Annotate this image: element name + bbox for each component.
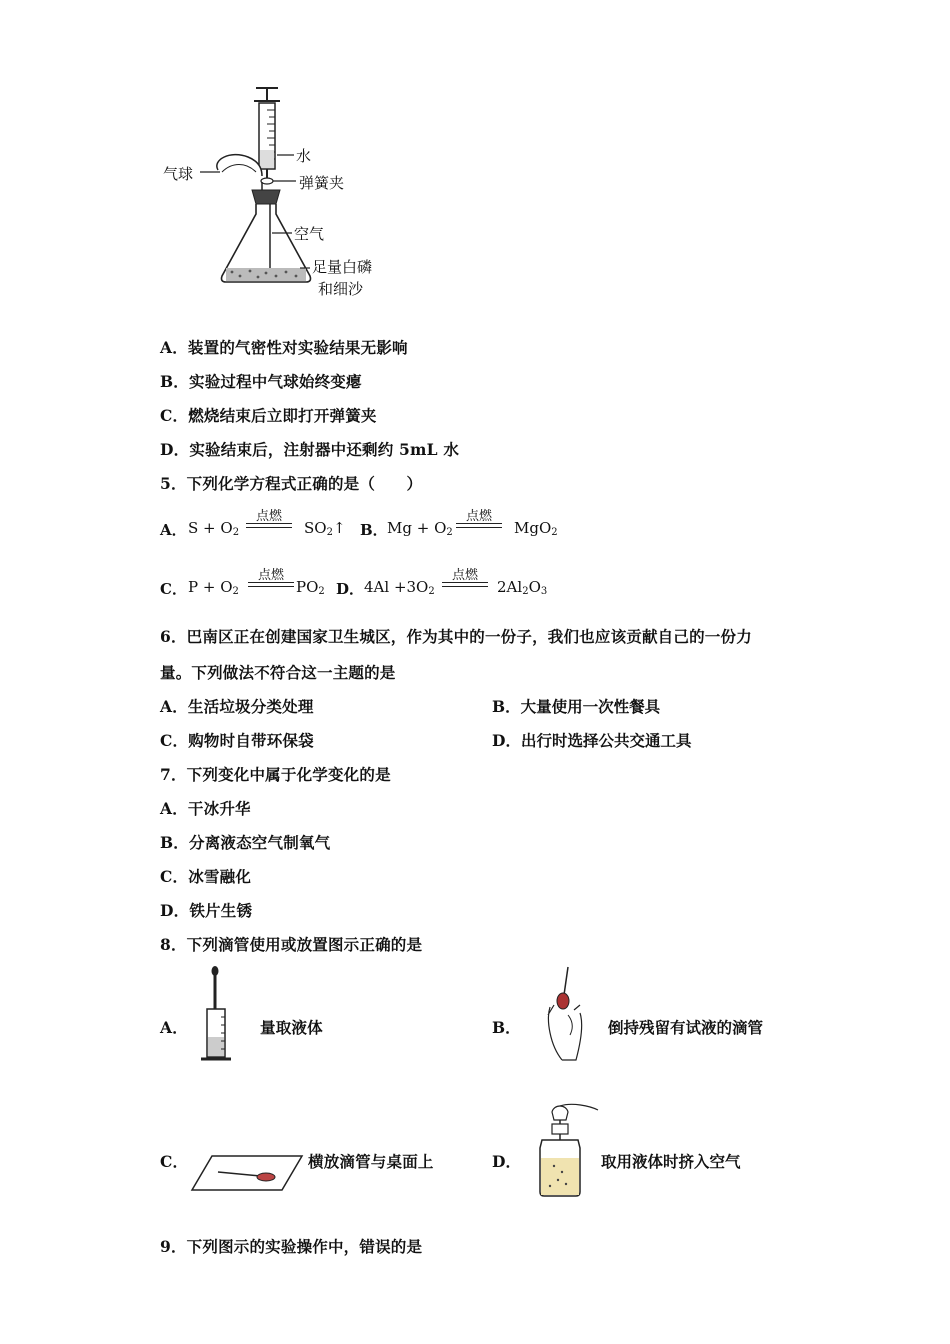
q5-option-d-bar-2 — [442, 586, 488, 587]
q8-option-d-text: 取用液体时挤入空气 — [601, 1152, 741, 1171]
q6-stem-line-2: 量。下列做法不符合这一主题的是 — [160, 663, 396, 682]
q8-option-d-label: D． — [492, 1152, 521, 1171]
label-balloon: 气球 — [163, 165, 194, 183]
q6-option-d: D．出行时选择公共交通工具 — [492, 731, 692, 750]
q5-option-c-label: C． — [160, 580, 187, 598]
q4-option-c: C．燃烧结束后立即打开弹簧夹 — [160, 406, 377, 425]
q5-option-c-product: $PO_2$ — [296, 578, 325, 597]
q5-option-a-product: $SO_2↑$ — [304, 519, 346, 538]
q7-option-d: D．铁片生锈 — [160, 901, 253, 920]
q5-option-c-reactants: $P + O_2$ — [188, 578, 239, 597]
q6-option-c: C．购物时自带环保袋 — [160, 731, 314, 750]
q5-option-b-reactants: $Mg + O_2$ — [387, 519, 453, 538]
q7-option-b: B．分离液态空气制氧气 — [160, 833, 331, 852]
q5-option-a-bar-2 — [246, 527, 292, 528]
q8-option-a-label: A． — [160, 1018, 188, 1037]
label-air: 空气 — [294, 225, 325, 243]
q5-option-d-condition: 点燃 — [451, 568, 478, 583]
q4-option-a: A．装置的气密性对实验结果无影响 — [160, 338, 408, 357]
q5-option-a-reactants: $S + O_2$ — [188, 519, 240, 538]
q5-option-b-bar-1 — [456, 523, 502, 524]
label-phosphorus-2: 和细沙 — [318, 280, 364, 298]
q8-option-a-text: 量取液体 — [260, 1018, 323, 1037]
q5-option-b-condition: 点燃 — [465, 509, 492, 524]
q8-option-b-label: B． — [492, 1018, 521, 1037]
q4-option-d: D．实验结束后，注射器中还剩约 5mL 水 — [160, 440, 460, 459]
q8-option-c-label: C． — [160, 1152, 189, 1171]
q5-option-c-condition: 点燃 — [257, 568, 284, 583]
q7-option-c: C．冰雪融化 — [160, 867, 252, 886]
q9-stem: 9．下列图示的实验操作中，错误的是 — [160, 1237, 423, 1256]
q5-option-a-condition: 点燃 — [255, 509, 282, 524]
q8-stem: 8．下列滴管使用或放置图示正确的是 — [160, 935, 423, 954]
q8-option-d-image — [532, 1100, 602, 1200]
label-phosphorus-1: 足量白磷 — [312, 258, 373, 276]
q5-stem: 5．下列化学方程式正确的是（ ） — [160, 474, 423, 493]
label-spring-clip: 弹簧夹 — [299, 174, 345, 192]
q5-option-b-bar-2 — [456, 527, 502, 528]
q7-option-a: A．干冰升华 — [160, 799, 251, 818]
q8-option-c-image — [190, 1148, 310, 1198]
q5-option-d-reactants: $4Al +3O_2$ — [364, 578, 435, 597]
q6-option-b: B．大量使用一次性餐具 — [492, 697, 661, 716]
apparatus-drawing — [0, 0, 950, 320]
label-water: 水 — [296, 147, 312, 165]
q6-option-a: A．生活垃圾分类处理 — [160, 697, 314, 716]
q5-option-d-label: D． — [336, 580, 365, 598]
q8-option-b-image — [540, 965, 600, 1065]
q4-option-b: B．实验过程中气球始终变瘪 — [160, 372, 362, 391]
q5-option-b-label: B． — [360, 521, 388, 539]
q5-option-a-label: A． — [160, 521, 187, 539]
q5-option-c-bar-1 — [248, 582, 294, 583]
q7-stem: 7．下列变化中属于化学变化的是 — [160, 765, 391, 784]
q5-option-d-bar-1 — [442, 582, 488, 583]
q6-stem-line-1: 6．巴南区正在创建国家卫生城区，作为其中的一份子，我们也应该贡献自己的一份力 — [160, 627, 752, 646]
q5-option-b-product: MgO$_2$ — [514, 519, 558, 538]
q8-option-a-image — [195, 965, 255, 1065]
q5-option-c-bar-2 — [248, 586, 294, 587]
q8-option-c-text: 横放滴管与桌面上 — [308, 1152, 434, 1171]
q5-option-d-product: $2Al_2O_3$ — [497, 578, 548, 597]
q8-option-b-text: 倒持残留有试液的滴管 — [608, 1018, 764, 1037]
q5-option-a-bar-1 — [246, 523, 292, 524]
